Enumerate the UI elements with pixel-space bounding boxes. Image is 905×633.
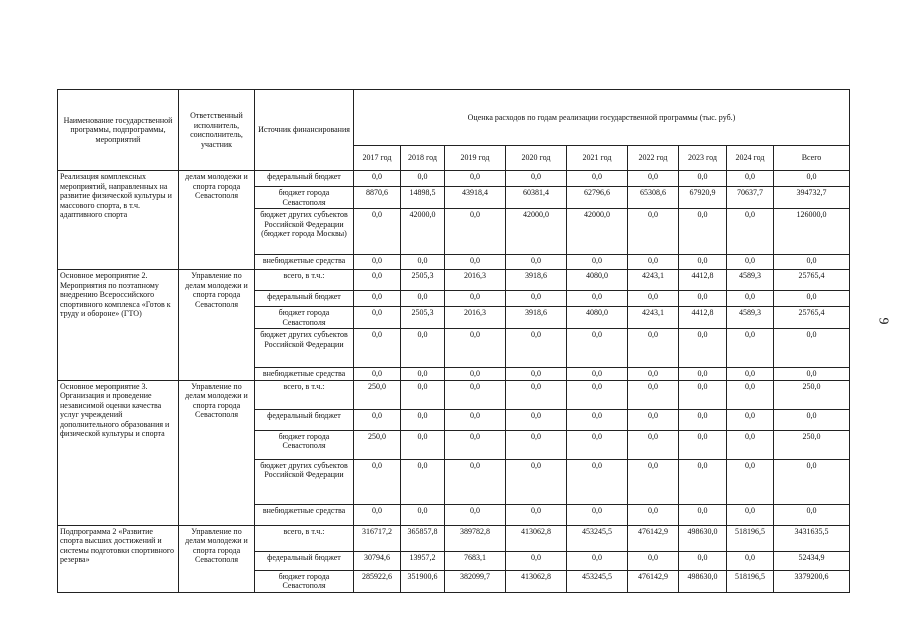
year-value: 0,0 [506,551,567,570]
funding-source: бюджет города Севастополя [255,307,354,329]
year-value: 0,0 [401,459,445,504]
year-value: 4243,1 [628,307,679,329]
year-value: 3918,6 [506,307,567,329]
year-value: 0,0 [445,171,506,187]
year-value: 13957,2 [401,551,445,570]
year-value: 0,0 [567,459,628,504]
year-value: 0,0 [628,504,679,525]
header-year: 2023 год [679,146,727,171]
year-value: 476142,9 [628,570,679,592]
funding-source: внебюджетные средства [255,255,354,270]
table-row [58,525,850,551]
header-year: 2021 год [567,146,628,171]
total-value: 250,0 [774,380,850,409]
year-value: 0,0 [727,291,774,307]
year-value: 0,0 [628,409,679,430]
year-value: 0,0 [445,329,506,368]
responsible-executor: Управление по делам молодежи и спорта города Севастополя [179,380,255,525]
year-value: 0,0 [567,291,628,307]
year-value: 0,0 [354,307,401,329]
year-value: 413062,8 [506,570,567,592]
year-value: 60381,4 [506,187,567,209]
year-value: 0,0 [567,255,628,270]
header-year: 2019 год [445,146,506,171]
year-value: 0,0 [506,459,567,504]
funding-source: всего, в т.ч.: [255,525,354,551]
year-value: 413062,8 [506,525,567,551]
program-name: Основное мероприятие 3. Организация и проведение независимой оценки качества услуг учреждений дополнительного образования и физической культуры и спорта [58,380,179,525]
total-value: 394732,7 [774,187,850,209]
year-value: 2016,3 [445,307,506,329]
total-value: 52434,9 [774,551,850,570]
table-row [58,270,850,291]
year-value: 0,0 [567,171,628,187]
year-value: 0,0 [727,380,774,409]
year-value: 0,0 [401,368,445,381]
year-value: 4080,0 [567,270,628,291]
year-value: 0,0 [679,291,727,307]
year-value: 498630,0 [679,525,727,551]
year-value: 453245,5 [567,570,628,592]
year-value: 0,0 [354,459,401,504]
year-value: 4412,8 [679,270,727,291]
year-value: 0,0 [679,380,727,409]
total-value: 250,0 [774,430,850,459]
year-value: 0,0 [401,171,445,187]
year-value: 0,0 [727,255,774,270]
year-value: 14898,5 [401,187,445,209]
funding-source: федеральный бюджет [255,409,354,430]
year-value: 389782,8 [445,525,506,551]
total-value: 3431635,5 [774,525,850,551]
year-value: 518196,5 [727,525,774,551]
total-value: 0,0 [774,329,850,368]
year-value: 0,0 [445,209,506,255]
responsible-executor: Управление по делам молодежи и спорта города Севастополя [179,525,255,592]
year-value: 0,0 [354,291,401,307]
year-value: 7683,1 [445,551,506,570]
year-value: 67920,9 [679,187,727,209]
funding-source: внебюджетные средства [255,504,354,525]
year-value: 498630,0 [679,570,727,592]
year-value: 0,0 [445,430,506,459]
year-value: 0,0 [628,291,679,307]
funding-source: внебюджетные средства [255,368,354,381]
year-value: 0,0 [628,551,679,570]
year-value: 0,0 [628,171,679,187]
year-value: 4589,3 [727,270,774,291]
year-value: 0,0 [679,171,727,187]
table-row [58,380,850,409]
year-value: 42000,0 [506,209,567,255]
year-value: 0,0 [679,329,727,368]
total-value: 3379200,6 [774,570,850,592]
year-value: 70637,7 [727,187,774,209]
funding-source: всего, в т.ч.: [255,380,354,409]
year-value: 285922,6 [354,570,401,592]
year-value: 0,0 [727,409,774,430]
year-value: 0,0 [628,459,679,504]
total-value: 0,0 [774,291,850,307]
year-value: 0,0 [679,551,727,570]
total-value: 0,0 [774,409,850,430]
year-value: 0,0 [401,255,445,270]
header-year: 2017 год [354,146,401,171]
funding-source: бюджет других субъектов Российской Федерации (бюджет города Москвы) [255,209,354,255]
responsible-executor: Управление по делам молодежи и спорта города Севастополя [179,270,255,381]
year-value: 0,0 [506,409,567,430]
year-value: 3918,6 [506,270,567,291]
year-value: 0,0 [354,504,401,525]
funding-source: бюджет города Севастополя [255,187,354,209]
year-value: 0,0 [506,504,567,525]
total-value: 0,0 [774,504,850,525]
header-year: 2024 год [727,146,774,171]
header-source: Источник финансирования [255,90,354,171]
funding-source: бюджет других субъектов Российской Федерации [255,329,354,368]
year-value: 2505,3 [401,307,445,329]
total-value: 25765,4 [774,270,850,291]
year-value: 0,0 [506,380,567,409]
year-value: 65308,6 [628,187,679,209]
year-value: 4243,1 [628,270,679,291]
year-value: 43918,4 [445,187,506,209]
year-value: 0,0 [506,255,567,270]
year-value: 0,0 [727,209,774,255]
budget-table [57,89,850,593]
year-value: 0,0 [445,380,506,409]
year-value: 0,0 [401,329,445,368]
funding-source: всего, в т.ч.: [255,270,354,291]
year-value: 0,0 [506,291,567,307]
year-value: 316717,2 [354,525,401,551]
year-value: 42000,0 [401,209,445,255]
table-row [58,171,850,187]
year-value: 2505,3 [401,270,445,291]
year-value: 4589,3 [727,307,774,329]
year-value: 4080,0 [567,307,628,329]
year-value: 0,0 [354,209,401,255]
funding-source: федеральный бюджет [255,171,354,187]
year-value: 0,0 [679,459,727,504]
funding-source: бюджет города Севастополя [255,570,354,592]
year-value: 0,0 [354,409,401,430]
year-value: 0,0 [628,430,679,459]
year-value: 0,0 [679,368,727,381]
year-value: 0,0 [445,409,506,430]
year-value: 0,0 [445,291,506,307]
header-year: 2022 год [628,146,679,171]
total-value: 0,0 [774,368,850,381]
year-value: 0,0 [401,291,445,307]
year-value: 4412,8 [679,307,727,329]
program-name: Подпрограмма 2 «Развитие спорта высших достижений и системы подготовки спортивного резерва» [58,525,179,592]
header-year: 2020 год [506,146,567,171]
year-value: 0,0 [567,551,628,570]
total-value: 0,0 [774,255,850,270]
year-value: 0,0 [727,459,774,504]
year-value: 0,0 [628,380,679,409]
year-value: 0,0 [679,504,727,525]
year-value: 365857,8 [401,525,445,551]
program-name: Основное мероприятие 2. Мероприятия по поэтапному внедрению Всероссийского спортивного комплекса «Готов к труду и обороне» (ГТО) [58,270,179,381]
funding-source: федеральный бюджет [255,551,354,570]
year-value: 62796,6 [567,187,628,209]
header-year: Всего [774,146,850,171]
responsible-executor: делам молодежи и спорта города Севастополя [179,171,255,270]
year-value: 0,0 [567,329,628,368]
year-value: 453245,5 [567,525,628,551]
year-value: 0,0 [727,171,774,187]
header-responsible: Ответственный исполнитель, соисполнитель, участник [179,90,255,171]
year-value: 2016,3 [445,270,506,291]
year-value: 8870,6 [354,187,401,209]
year-value: 0,0 [628,329,679,368]
year-value: 0,0 [445,459,506,504]
year-value: 30794,6 [354,551,401,570]
funding-source: бюджет других субъектов Российской Федерации [255,459,354,504]
year-value: 0,0 [679,409,727,430]
year-value: 0,0 [354,368,401,381]
total-value: 25765,4 [774,307,850,329]
year-value: 0,0 [506,329,567,368]
year-value: 0,0 [567,380,628,409]
year-value: 0,0 [506,430,567,459]
year-value: 476142,9 [628,525,679,551]
year-value: 0,0 [679,255,727,270]
year-value: 0,0 [679,209,727,255]
year-value: 42000,0 [567,209,628,255]
year-value: 0,0 [354,255,401,270]
header-estimate: Оценка расходов по годам реализации государственной программы (тыс. руб.) [354,90,850,146]
year-value: 0,0 [445,368,506,381]
year-value: 0,0 [401,504,445,525]
year-value: 0,0 [445,255,506,270]
total-value: 0,0 [774,171,850,187]
year-value: 518196,5 [727,570,774,592]
year-value: 250,0 [354,380,401,409]
total-value: 0,0 [774,459,850,504]
year-value: 0,0 [506,171,567,187]
funding-source: федеральный бюджет [255,291,354,307]
year-value: 0,0 [727,329,774,368]
year-value: 0,0 [567,409,628,430]
page-number: 9 [875,317,891,325]
year-value: 0,0 [567,368,628,381]
year-value: 0,0 [679,430,727,459]
year-value: 0,0 [401,409,445,430]
year-value: 0,0 [727,551,774,570]
year-value: 0,0 [628,255,679,270]
year-value: 351900,6 [401,570,445,592]
year-value: 0,0 [727,368,774,381]
year-value: 0,0 [401,430,445,459]
year-value: 0,0 [354,171,401,187]
year-value: 0,0 [567,430,628,459]
year-value: 250,0 [354,430,401,459]
year-value: 0,0 [401,380,445,409]
year-value: 0,0 [567,504,628,525]
year-value: 0,0 [727,430,774,459]
year-value: 0,0 [506,368,567,381]
total-value: 126000,0 [774,209,850,255]
year-value: 0,0 [445,504,506,525]
year-value: 0,0 [354,270,401,291]
year-value: 0,0 [354,329,401,368]
year-value: 382099,7 [445,570,506,592]
year-value: 0,0 [628,209,679,255]
header-name: Наименование государственной программы, подпрограммы, мероприятий [58,90,179,171]
year-value: 0,0 [727,504,774,525]
header-year: 2018 год [401,146,445,171]
program-name: Реализация комплексных мероприятий, направленных на развитие физической культуры и массового спорта, в т.ч. адаптивного спорта [58,171,179,270]
funding-source: бюджет города Севастополя [255,430,354,459]
year-value: 0,0 [628,368,679,381]
